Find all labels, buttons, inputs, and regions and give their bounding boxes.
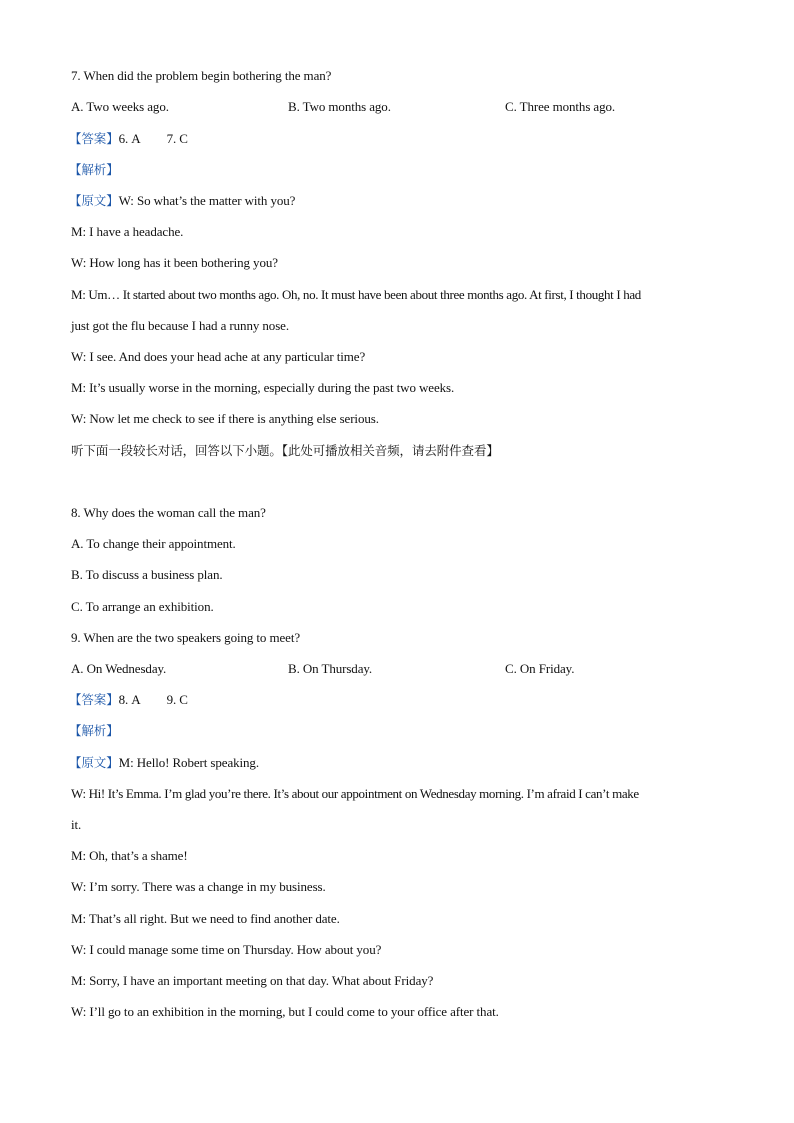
transcript-2-line-6: M: Sorry, I have an important meeting on that day. What about Friday? (71, 973, 434, 988)
q9-option-a: A. On Wednesday. (71, 661, 167, 676)
transcript-2-line-7: W: I’ll go to an exhibition in the morning, but I could come to your office after that. (71, 1004, 499, 1019)
listening-instruction: 听下面一段较长对话，回答以下小题。【此处可播放相关音频，请去附件查看】 (71, 443, 499, 458)
transcript-1-line-0: W: So what’s the matter with you? (118, 193, 296, 208)
transcript-2-line-0: W: Hi! It’s Emma. I’m glad you’re there. It’s about our appointment on Wednesday morning. I’m afraid I can’t make (71, 786, 639, 801)
transcript-1-line-7: W: Now let me check to see if there is anything else serious. (71, 411, 379, 426)
transcript-2-line-first: M: Hello! Robert speaking. (118, 755, 259, 770)
transcript-tag: 【原文】 (69, 193, 119, 208)
q7-option-a: A. Two weeks ago. (71, 99, 169, 114)
answer-tag: 【答案】 (69, 131, 119, 146)
question-7-options (71, 99, 721, 115)
answer-7: 7. C (166, 131, 188, 146)
transcript-1-line-1: M: I have a headache. (71, 224, 184, 239)
transcript-2-line-4: M: That’s all right. But we need to find another date. (71, 911, 340, 926)
transcript-1-line-5: W: I see. And does your head ache at any particular time? (71, 349, 366, 364)
analysis-heading-2: 【解析】 (69, 723, 119, 738)
transcript-1-line-3: M: Um… It started about two months ago. Oh, no. It must have been about three months ago. At first, I thought I had (71, 287, 641, 302)
answer-9: 9. C (166, 692, 188, 707)
answer-8: 8. A (118, 692, 141, 707)
q8-option-c: C. To arrange an exhibition. (71, 599, 214, 614)
transcript-1-line-2: W: How long has it been bothering you? (71, 255, 278, 270)
question-7: 7. When did the problem begin bothering the man? (71, 68, 332, 83)
transcript-1-first (69, 193, 295, 209)
q7-option-c: C. Three months ago. (505, 99, 616, 114)
question-8: 8. Why does the woman call the man? (71, 505, 266, 520)
transcript-2-line-5: W: I could manage some time on Thursday. How about you? (71, 942, 382, 957)
question-9: 9. When are the two speakers going to meet? (71, 630, 301, 645)
answer-block-1 (69, 131, 188, 147)
answer-tag: 【答案】 (69, 692, 119, 707)
transcript-2-line-2: M: Oh, that’s a shame! (71, 848, 188, 863)
analysis-heading-1: 【解析】 (69, 162, 119, 177)
transcript-2-first (69, 755, 259, 771)
transcript-1-line-6: M: It’s usually worse in the morning, especially during the past two weeks. (71, 380, 455, 395)
transcript-1-line-4: just got the flu because I had a runny nose. (71, 318, 289, 333)
q9-option-b: B. On Thursday. (288, 661, 373, 676)
answer-block-2 (69, 692, 188, 708)
answer-6: 6. A (118, 131, 141, 146)
q8-option-b: B. To discuss a business plan. (71, 567, 223, 582)
q8-option-a: A. To change their appointment. (71, 536, 236, 551)
transcript-2-line-3: W: I’m sorry. There was a change in my business. (71, 879, 326, 894)
transcript-2-line-1: it. (71, 817, 82, 832)
q7-option-b: B. Two months ago. (288, 99, 391, 114)
transcript-tag: 【原文】 (69, 755, 119, 770)
question-9-options (71, 661, 721, 677)
q9-option-c: C. On Friday. (505, 661, 575, 676)
